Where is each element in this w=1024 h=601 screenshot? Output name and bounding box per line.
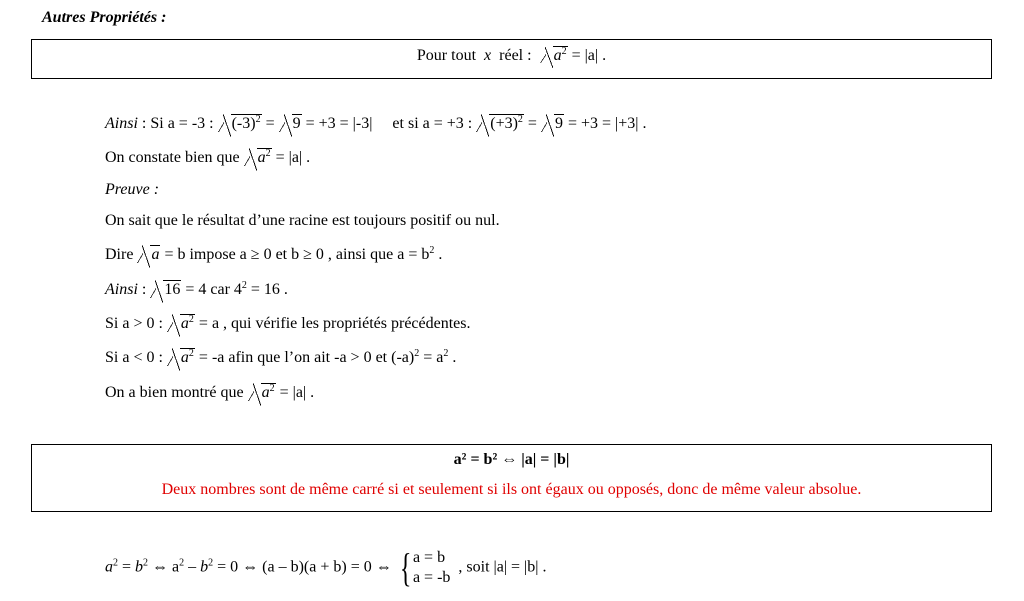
proof-line-1: On sait que le résultat d’une racine est toujours positif ou nul.: [105, 212, 500, 229]
proof-line-3: Ainsi : 16 = 4 car $4^2 = 16$ .: [105, 280, 288, 298]
final-equivalence: $a^2 = b^2$ ⇔ $a^2 - b^2 = 0$ ⇔ (a – b)(a + b) = 0 ⇔ { a = b a = -b , soit |a| = |b| .: [105, 545, 547, 590]
squares-formula: a² = b² ⇔ |a| = |b|: [453, 451, 570, 468]
squares-statement: Deux nombres sont de même carré si et seulement si ils ont égaux ou opposés, donc de même valeur absolue.: [161, 481, 862, 498]
sqrt-symbol: $a^2$: [167, 314, 195, 334]
sqrt-symbol: 9: [541, 114, 564, 134]
sqrt-symbol: 16: [150, 280, 181, 300]
sqrt-symbol: a: [137, 245, 160, 265]
section-title: Autres Propriétés :: [42, 9, 167, 26]
constate-line: On constate bien que $a^2 = |a|$ .: [105, 148, 311, 166]
proof-line-2: Dire a = b impose a ≥ 0 et b ≥ 0 , ainsi que $a = b^2$ .: [105, 245, 443, 263]
case-system: a = b a = -b: [412, 549, 451, 586]
sqrt-symbol: $a^2$: [248, 383, 276, 403]
property-box-squares: [31, 444, 992, 512]
proof-line-5: Si a < 0 : $a^2 = -a$ afin que l’on ait -a > 0 et $(-a)^2 = a^2$ .: [105, 348, 457, 366]
left-brace: {: [399, 545, 412, 590]
preuve-label: Preuve :: [105, 181, 160, 198]
sqrt-symbol: $a^2$: [167, 348, 195, 368]
sqrt-symbol: $a^2$: [540, 47, 568, 65]
sqrt-symbol: $(-3)^2$: [218, 114, 262, 134]
sqrt-symbol: $a^2$: [244, 148, 272, 168]
proof-conclusion: On a bien montré que $a^2 = |a|$ .: [105, 383, 315, 401]
proof-line-4: Si a > 0 : $a^2 = a$ , qui vérifie les propriétés précédentes.: [105, 314, 471, 332]
sqrt-symbol: $(+3)^2$: [476, 114, 524, 134]
example-line: Ainsi : Si a = -3 : $(-3)^2 = 9 = +3 = |-3|$ et si a = +3 : $(+3)^2 = 9 = +3 = |+3|$ .: [105, 114, 647, 132]
sqrt-symbol: 9: [279, 114, 302, 134]
property-sqrt-formula: Pour tout x réel : $a^2 = |a|$ .: [416, 46, 607, 64]
property-box-sqrt: [31, 39, 992, 79]
